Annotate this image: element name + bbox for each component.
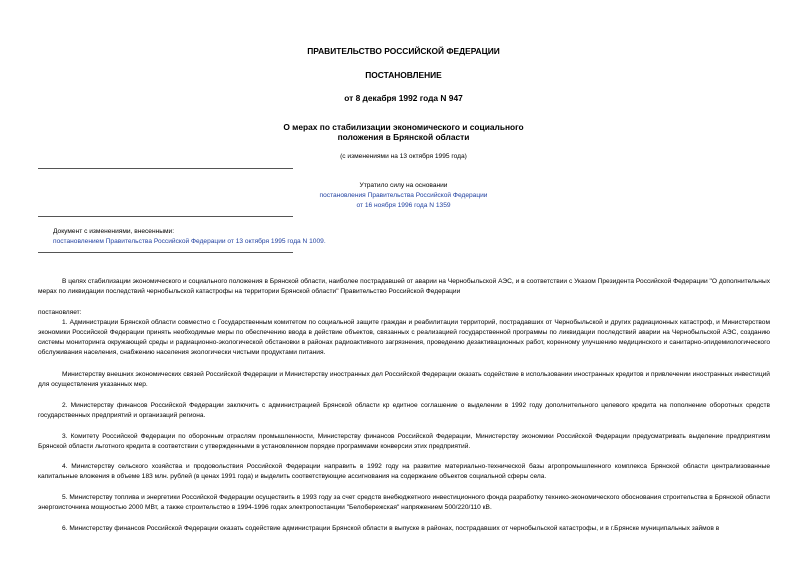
document-date-number: от 8 декабря 1992 года N 947 — [344, 93, 463, 103]
repeal-note — [0, 181, 807, 211]
clause-4-paragraph: 4. Министерству сельского хозяйства и продовольствия Российской Федерации направить в 1992 году на развитие материально-технической базы агропромышленного комплекса Брянской области централизованные капитальные вложения в объеме 183 млн. рублей (в ценах 1991 года) и выделить соответствующие ассигнования на содержание объектов социальной сферы села. — [38, 463, 770, 480]
amendments-link[interactable]: постановлением Правительства Российской Федерации от 13 октября 1995 года N 1009. — [53, 238, 326, 245]
repeal-link-line1[interactable]: постановления Правительства Российской Федерации — [319, 192, 488, 199]
clause-1-paragraph: 1. Администрации Брянской области совместно с Государственным комитетом по социальной защите граждан и реабилитации территорий, пострадавших от Чернобыльской и других радиационных катастроф, и Министерством экономики Российской Федерации принять необходимые меры по обеспечению ввода в действие объектов, связанных с реализацией государственной программы по ликвидации последствий аварии на Чернобыльской АЭС, созданию системы мониторинга окружающей среды и радиационно-экологической обстановки в районах радиоактивного загрязнения, проведению дезактивационных работ, коренному улучшению медицинского и санитарно-эпидемиологического обслуживания населения, снабжению населения экологически чистыми продуктами питания. — [38, 319, 770, 356]
resolves-paragraph: постановляет: — [38, 309, 82, 316]
document-heading-line2: положения в Брянской области — [337, 132, 470, 142]
repeal-link-line2[interactable]: от 16 ноября 1996 года N 1359 — [356, 202, 451, 209]
divider-mid — [38, 216, 293, 217]
clause-2-paragraph: 2. Министерству финансов Российской Федерации заключить с администрацией Брянской области кр едитное соглашение о выделении в 1992 году дополнительного целевого кредита на пополнение оборотных средств государственных предприятий и организаций региона. — [38, 402, 770, 419]
preamble-paragraph: В целях стабилизации экономического и социального положения в Брянской области, наиболее пострадавшей от аварии на Чернобыльской АЭС, и в соответствии с Указом Президента Российской Федерации "О дополнительных мерах по ликвидации последствий чернобыльской катастрофы на территории Брянской области" Правительство Российской Федерации — [38, 278, 770, 295]
clause-5-paragraph: 5. Министерству топлива и энергетики Российской Федерации осуществить в 1993 году за счет средств внебюджетного инвестиционного фонда разработку технико-экономического обоснования строительства в Брянской области энергоисточника мощностью 2000 МВт, а также строительство в 1994-1996 годах электропостанции "Белобережская" напряжением 500/220/110 кВ. — [38, 494, 770, 511]
clause-3-paragraph: 3. Комитету Российской Федерации по оборонным отраслям промышленности, Министерству финансов Российской Федерации, Министерству экономики Российской Федерации предусматривать выделение предприятиям Брянской области льготного кредита в соответствии с утвержденными в установленном порядке программами конверсии этих предприятий. — [38, 433, 770, 450]
amended-note: (с изменениями на 13 октября 1995 года) — [340, 153, 467, 160]
document-heading-line1: О мерах по стабилизации экономического и социального — [283, 122, 524, 132]
document-type: ПОСТАНОВЛЕНИЕ — [365, 70, 442, 80]
repeal-text: Утратило силу на основании — [359, 182, 448, 189]
document-heading — [200, 122, 607, 142]
clause-6-paragraph: 6. Министерству финансов Российской Федерации оказать содействие администрации Брянской области в выпуске в районах, пострадавших от чернобыльской катастрофы, и в г.Брянске муниципальных займов в — [62, 525, 720, 532]
government-title: ПРАВИТЕЛЬСТВО РОССИЙСКОЙ ФЕДЕРАЦИИ — [307, 46, 500, 56]
divider-top — [38, 168, 293, 169]
divider-bottom — [38, 252, 293, 253]
clause-1b-paragraph: Министерству внешних экономических связей Российской Федерации и Министерству иностранных дел Российской Федерации оказать содействие в использовании иностранных кредитов и привлечении иностранных инвестиций для осуществления указанных мер. — [38, 371, 770, 388]
amendments-label: Документ с изменениями, внесенными: — [53, 228, 175, 235]
